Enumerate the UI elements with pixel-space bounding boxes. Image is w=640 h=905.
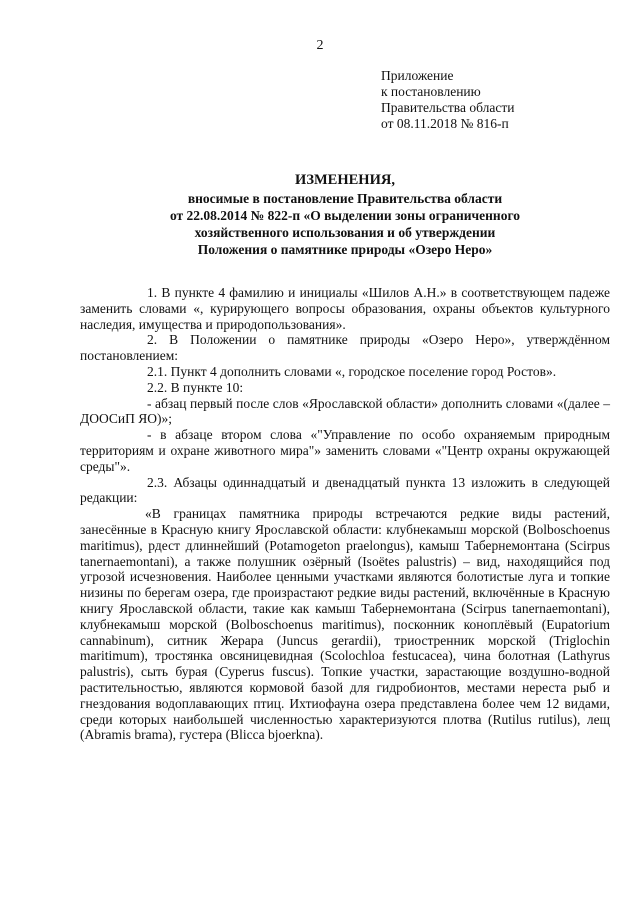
paragraph-item-2-2: 2.2. В пункте 10: xyxy=(147,379,244,395)
appendix-line-3: Правительства области xyxy=(381,100,515,115)
document-body xyxy=(80,285,610,743)
title-main: ИЗМЕНЕНИЯ, xyxy=(295,172,395,188)
paragraph-sub-1: - абзац первый после слов «Ярославской области» дополнить словами «(далее – ДООСиП ЯО)»; xyxy=(80,395,610,427)
paragraph-item-1: 1. В пункте 4 фамилию и инициалы «Шилов А.Н.» в соответствующем падеже заменить словами «, курирующего вопросы образования, охраны объектов культурного наследия, имущества и природопользования». xyxy=(80,285,610,332)
paragraph-item-2: 2. В Положении о памятнике природы «Озеро Неро», утверждённом постановлением: xyxy=(80,332,610,364)
document-title xyxy=(80,172,610,258)
paragraph-item-2-1: 2.1. Пункт 4 дополнить словами «, городское поселение город Ростов». xyxy=(147,363,557,379)
paragraph-quote: «В границах памятника природы встречаются редкие виды растений, занесённые в Красную книгу Ярославской области: клубнекамыш морской (Bolboschoenus maritimus), рдест длиннейший (Potamogeton praelongus), камыш Табернемонтана (Scirpus tanernaemontani), а также полушник озёрный (Isoëtes palustris) – вид, находящийся под угрозой исчезновения. Наиболее ценными участками являются болотистые луга и топкие низины по берегам озера, где произрастают редкие виды растений, включённые в Красную книгу Ярославской области, такие как камыш Табернемонтана (Scirpus tanernaemontani), клубнекамыш морской (Bolboschoenus maritimus), посконник коноплёвый (Eupatorium cannabinum), ситник Жерара (Juncus gerardii), триостренник морской (Triglochin maritimum), тростянка овсяницевидная (Scolochloa festucacea), чина болотная (Lathyrus palustris), сыть бурая (Cyperus fuscus). Топкие участки, зарастающие воздушно-водной растительностью, являются кормовой базой для гидробионтов, местами нереста рыб и гнездования водоплавающих птиц. Ихтиофауна озера представлена более чем 12 видами, среди которых наибольшей численностью характеризуются плотва (Rutilus rutilus), лещ (Abramis brama), густера (Blicca bjoerkna). xyxy=(80,506,610,743)
page-number: 2 xyxy=(316,38,324,53)
appendix-line-4: от 08.11.2018 № 816-п xyxy=(381,116,509,131)
paragraph-item-2-3: 2.3. Абзацы одиннадцатый и двенадцатый пункта 13 изложить в следующей редакции: xyxy=(80,474,610,506)
title-line-2: от 22.08.2014 № 822-п «О выделении зоны ограниченного xyxy=(169,208,521,223)
appendix-header xyxy=(381,68,514,132)
appendix-line-2: к постановлению xyxy=(381,84,481,99)
title-line-3: хозяйственного использования и об утверждении xyxy=(194,225,496,240)
title-line-1: вносимые в постановление Правительства области xyxy=(187,191,503,206)
paragraph-sub-2: - в абзаце втором слова «"Управление по особо охраняемым природным территориям и охране животного мира"» заменить словами «"Центр охраны окружающей среды"». xyxy=(80,427,610,474)
appendix-line-1: Приложение xyxy=(381,68,454,83)
title-line-4: Положения о памятнике природы «Озеро Неро» xyxy=(197,242,493,257)
